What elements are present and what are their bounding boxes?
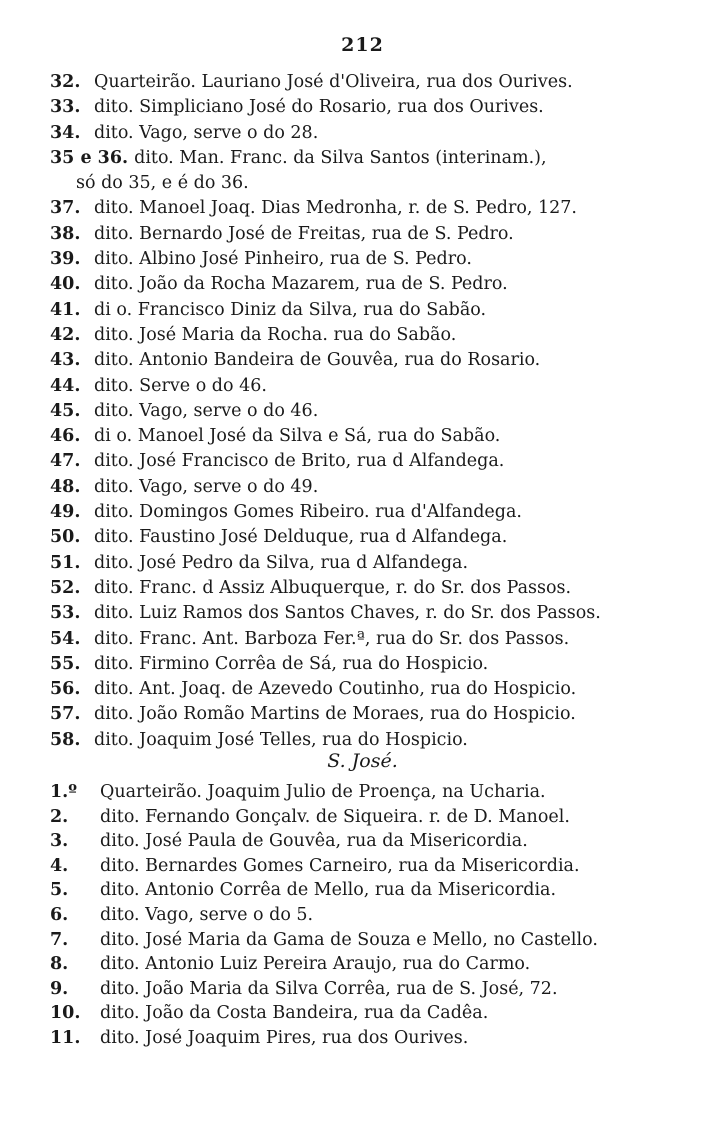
list-item: [50, 627, 670, 652]
entry-text: dito. José Joaquim Pires, rua dos Ourives.: [100, 1027, 469, 1048]
entry-text: dito. José Maria da Rocha. rua do Sabão.: [94, 324, 457, 345]
entry-text: dito. Vago, serve o do 49.: [94, 476, 319, 497]
entry-number: 8.: [50, 954, 69, 975]
list-item: [50, 854, 670, 879]
entry-number: 7.: [50, 929, 69, 950]
list-item: [50, 272, 670, 297]
page-number: 212: [341, 34, 384, 56]
list-item: [50, 196, 670, 221]
entry-number: 5.: [50, 880, 69, 901]
entry-text: dito. Serve o do 46.: [94, 375, 267, 396]
list-item: [50, 525, 670, 550]
entry-text: dito. Manoel Joaq. Dias Medronha, r. de S. Pedro, 127.: [94, 198, 577, 219]
list-item: [50, 95, 670, 120]
entry-number: 43.: [50, 350, 81, 371]
list-item: [50, 903, 670, 928]
entry-number: 53.: [50, 603, 81, 624]
list-item: [50, 222, 670, 247]
entry-text: dito. Simpliciano José do Rosario, rua dos Ourives.: [94, 97, 544, 118]
list-item: [50, 500, 670, 525]
entry-text: dito. Firmino Corrêa de Sá, rua do Hospicio.: [94, 653, 489, 674]
list-item: [50, 1001, 670, 1026]
list-item: [50, 652, 670, 677]
list-item: [50, 70, 670, 95]
entry-number: 51.: [50, 552, 81, 573]
entry-text: dito. Faustino José Delduque, rua d Alfandega.: [94, 527, 508, 548]
list-item: [50, 829, 670, 854]
entry-number: 58.: [50, 729, 81, 750]
entry-text: dito. Antonio Bandeira de Gouvêa, rua do Rosario.: [94, 350, 541, 371]
entry-text: dito. Antonio Luiz Pereira Araujo, rua do Carmo.: [100, 954, 531, 975]
entry-text: dito. José Pedro da Silva, rua d Alfandega.: [94, 552, 469, 573]
entry-number: 3.: [50, 831, 69, 852]
entry-number: 49.: [50, 502, 81, 523]
entry-text: dito. Antonio Corrêa de Mello, rua da Misericordia.: [100, 880, 557, 901]
list-item: [50, 1026, 670, 1051]
entry-number: 48.: [50, 476, 81, 497]
list-item: [50, 121, 670, 146]
list-item: [50, 323, 670, 348]
entry-number: 37.: [50, 198, 81, 219]
entry-text: dito. José Paula de Gouvêa, rua da Misericordia.: [100, 831, 528, 852]
section-title: S. José.: [327, 750, 398, 772]
entry-text: dito. Albino José Pinheiro, rua de S. Pedro.: [94, 249, 472, 270]
entry-number: 41.: [50, 299, 81, 320]
list-item: [50, 576, 670, 601]
list-item: [50, 449, 670, 474]
entry-number: 40.: [50, 274, 81, 295]
list-item: [50, 677, 670, 702]
entry-text: dito. João Romão Martins de Moraes, rua do Hospicio.: [94, 704, 576, 725]
list-item: [50, 374, 670, 399]
quarteirao-list-se: [50, 70, 670, 753]
entry-text: dito. José Francisco de Brito, rua d Alfandega.: [94, 451, 505, 472]
entry-text: di o. Francisco Diniz da Silva, rua do Sabão.: [94, 299, 487, 320]
list-item: [50, 702, 670, 727]
entry-number: 34.: [50, 122, 81, 143]
entry-text: dito. Franc. Ant. Barboza Fer.ª, rua do Sr. dos Passos.: [94, 628, 570, 649]
list-item: [50, 977, 670, 1002]
entry-text: dito. Man. Franc. da Silva Santos (interinam.),: [134, 147, 547, 168]
entry-text: dito. Franc. d Assiz Albuquerque, r. do Sr. dos Passos.: [94, 577, 572, 598]
entry-text: dito. João Maria da Silva Corrêa, rua de S. José, 72.: [100, 978, 558, 999]
entry-text: dito. Bernardes Gomes Carneiro, rua da Misericordia.: [100, 855, 580, 876]
entry-text: dito. Fernando Gonçalv. de Siqueira. r. de D. Manoel.: [100, 806, 570, 827]
entry-number: 2.: [50, 806, 69, 827]
entry-number: 4.: [50, 855, 69, 876]
entry-number: 44.: [50, 375, 81, 396]
list-item: [50, 424, 670, 449]
entry-number: 33.: [50, 97, 81, 118]
list-item: [50, 247, 670, 272]
entry-number: 55.: [50, 653, 81, 674]
list-item: [50, 805, 670, 830]
entry-text: dito. Ant. Joaq. de Azevedo Coutinho, rua do Hospicio.: [94, 679, 577, 700]
entry-text: dito. João da Costa Bandeira, rua da Cadêa.: [100, 1003, 489, 1024]
entry-number: 52.: [50, 577, 81, 598]
list-item: [50, 146, 670, 171]
entry-number: 57.: [50, 704, 81, 725]
entry-number: 50.: [50, 527, 81, 548]
entry-number: 54.: [50, 628, 81, 649]
list-item: [50, 601, 670, 626]
entry-number: 32.: [50, 72, 81, 92]
entry-text: dito. Bernardo José de Freitas, rua de S. Pedro.: [94, 223, 514, 244]
entry-number: 9.: [50, 978, 69, 999]
entry-number: 1.º: [50, 782, 78, 802]
entry-number: 46.: [50, 426, 81, 447]
entry-number: 42.: [50, 324, 81, 345]
entry-text: só do 35, e é do 36.: [76, 173, 249, 194]
entry-text: dito. Vago, serve o do 46.: [94, 400, 319, 421]
entry-number: 6.: [50, 904, 69, 925]
quarteirao-list-sao-jose: [50, 780, 670, 1051]
entry-text: Quarteirão. Lauriano José d'Oliveira, rua dos Ourives.: [94, 72, 573, 92]
entry-text: di o. Manoel José da Silva e Sá, rua do Sabão.: [94, 426, 501, 447]
entry-text: dito. Vago, serve o do 5.: [100, 904, 314, 925]
entry-number: 56.: [50, 679, 81, 700]
list-item: [50, 878, 670, 903]
list-item: [50, 171, 670, 196]
entry-number: 47.: [50, 451, 81, 472]
entry-text: dito. Vago, serve o do 28.: [94, 122, 319, 143]
entry-text: Quarteirão. Joaquim Julio de Proença, na Ucharia.: [100, 782, 546, 802]
entry-number: 11.: [50, 1027, 81, 1048]
entry-number: 35 e 36.: [50, 147, 129, 168]
list-item: [50, 551, 670, 576]
list-item: [50, 475, 670, 500]
entry-number: 10.: [50, 1003, 81, 1024]
entry-number: 38.: [50, 223, 81, 244]
list-item: [50, 952, 670, 977]
list-item: [50, 780, 670, 805]
entry-number: 45.: [50, 400, 81, 421]
entry-text: dito. Domingos Gomes Ribeiro. rua d'Alfandega.: [94, 502, 522, 523]
list-item: [50, 928, 670, 953]
entry-text: dito. Joaquim José Telles, rua do Hospicio.: [94, 729, 468, 750]
entry-text: dito. Luiz Ramos dos Santos Chaves, r. do Sr. dos Passos.: [94, 603, 601, 624]
entry-text: dito. João da Rocha Mazarem, rua de S. Pedro.: [94, 274, 508, 295]
list-item: [50, 399, 670, 424]
list-item: [50, 348, 670, 373]
entry-text: dito. José Maria da Gama de Souza e Mello, no Castello.: [100, 929, 598, 950]
entry-number: 39.: [50, 249, 81, 270]
list-item: [50, 298, 670, 323]
